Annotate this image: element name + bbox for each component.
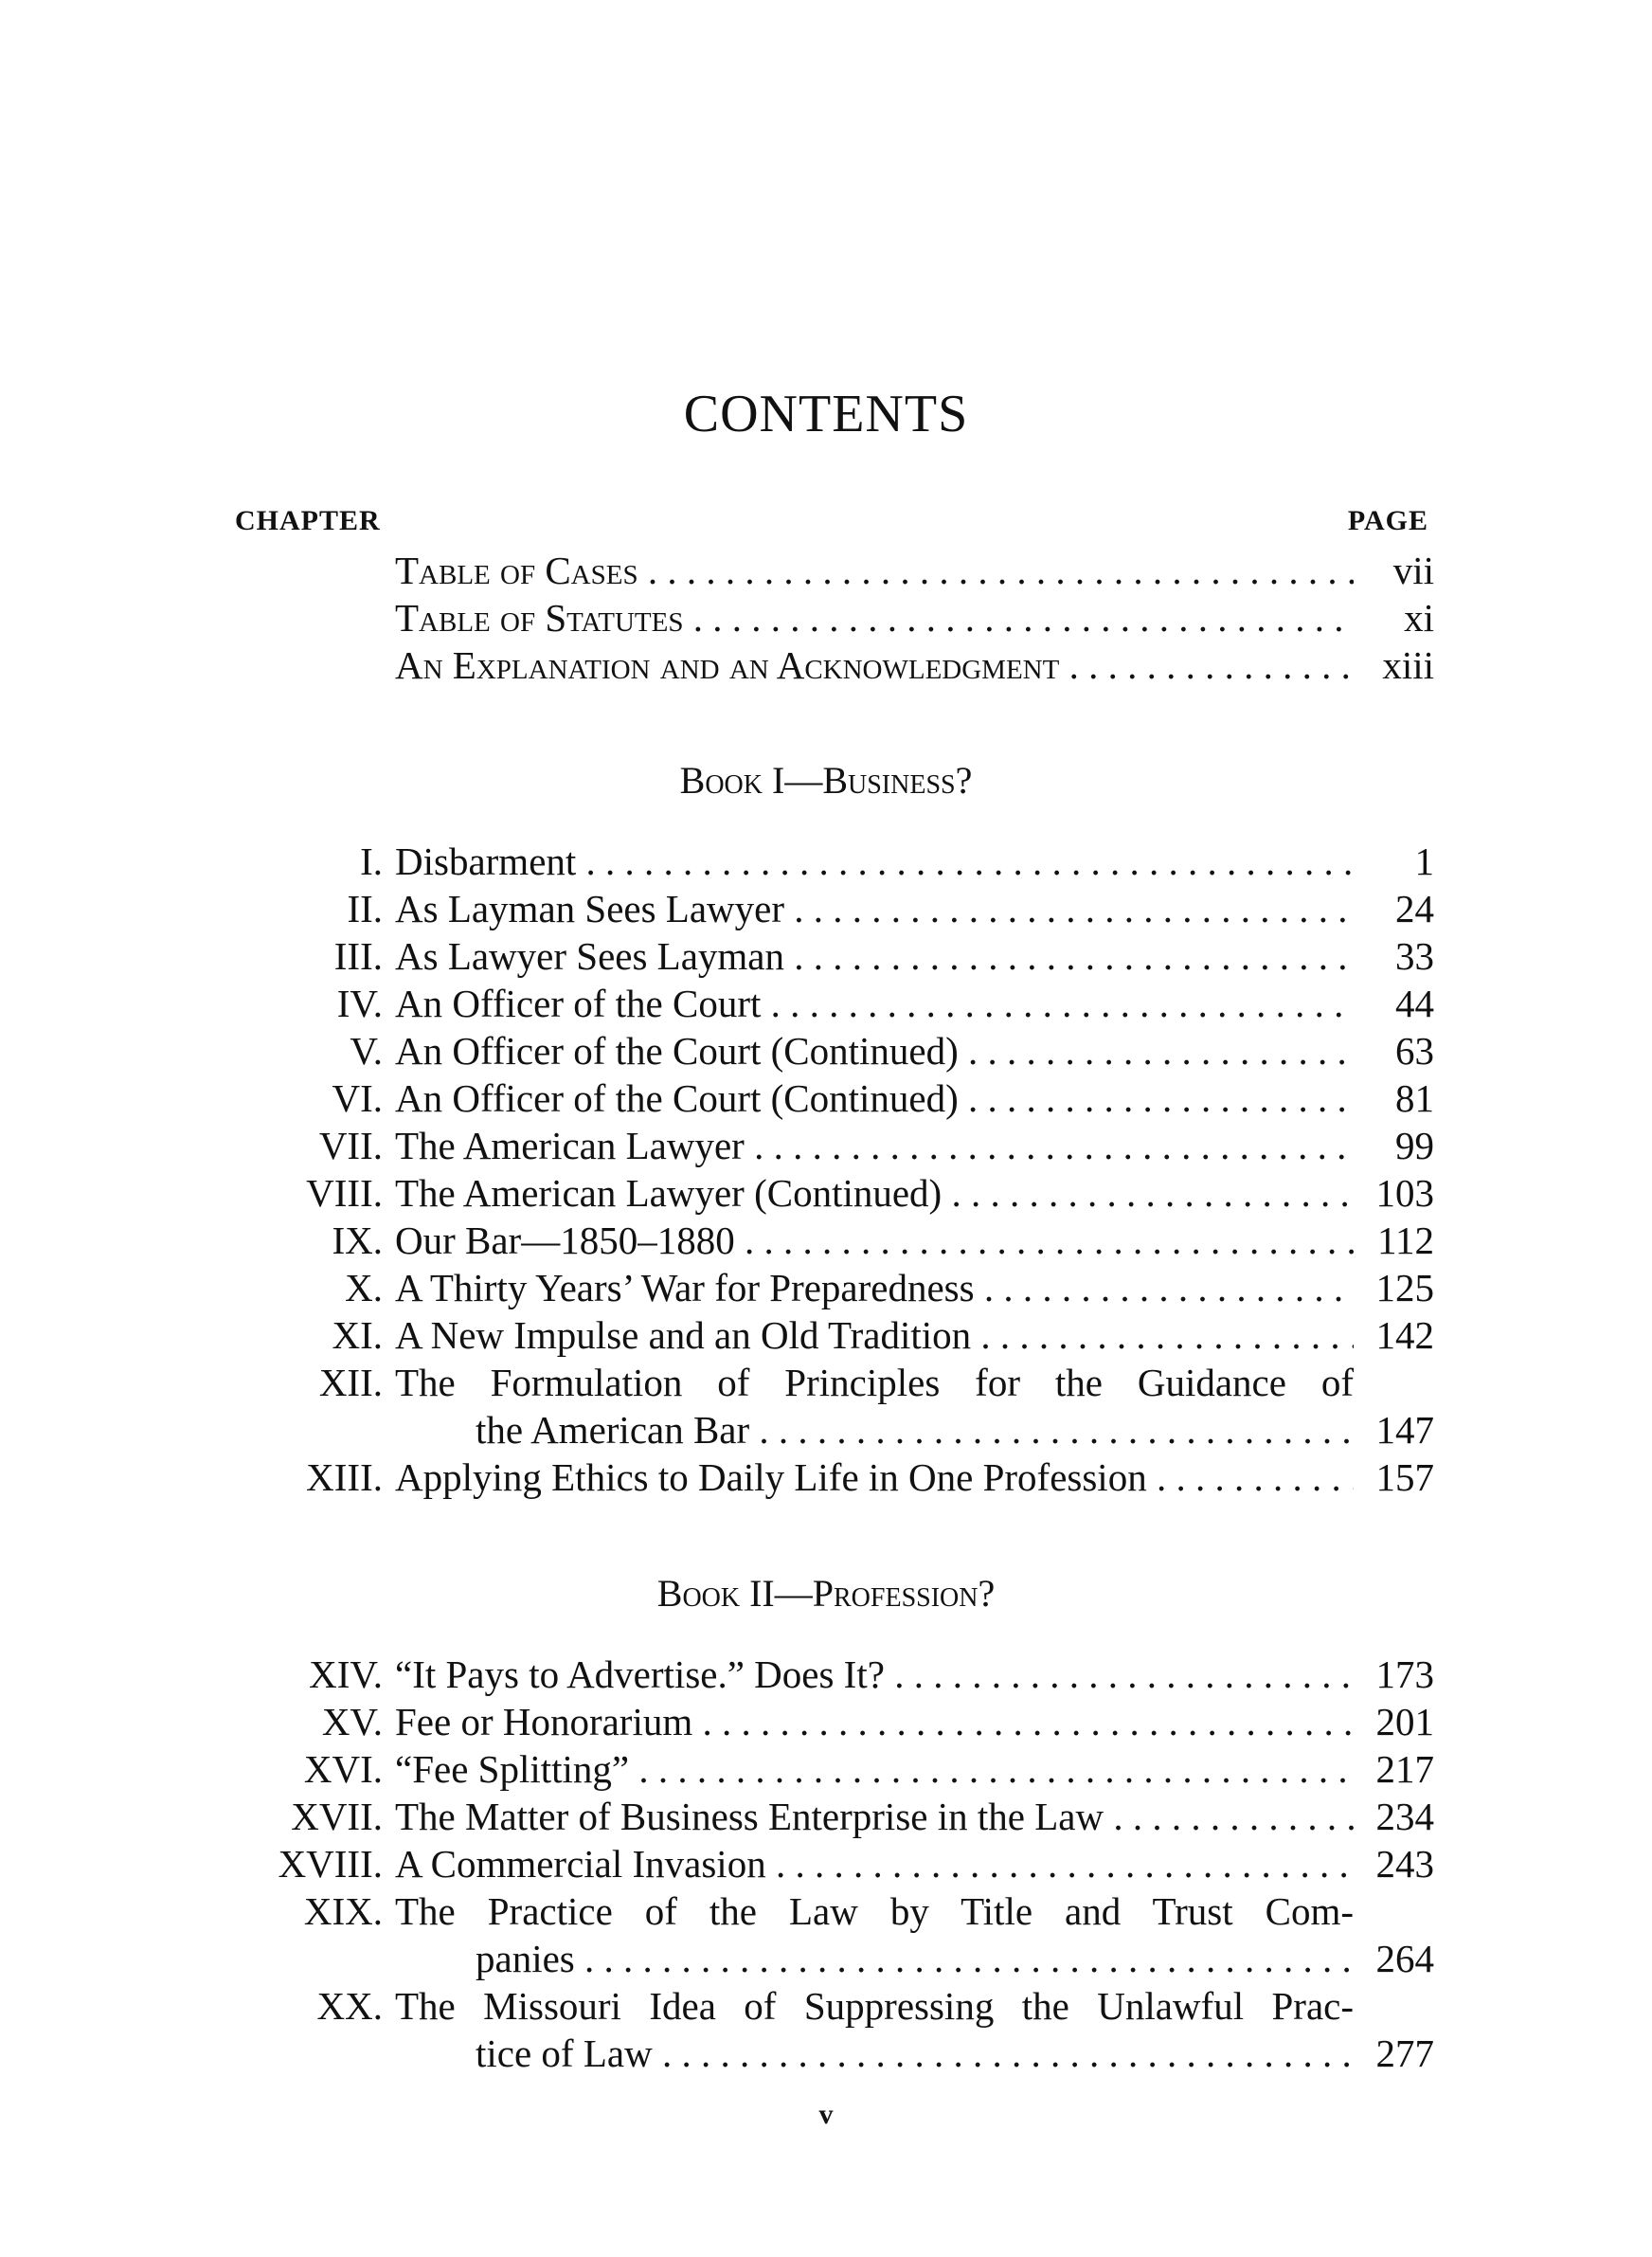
book-heading: Book I—Business? — [679, 759, 973, 802]
chapter-title-continued: panies . . . — [476, 1936, 1354, 1981]
chapter-title: The Formulation of Principles for the Guidance of — [395, 1361, 1354, 1404]
chapter-row[interactable] — [0, 839, 1652, 888]
chapter-title-continued: the American Bar . . . — [476, 1407, 1354, 1453]
chapter-number: VIII. — [306, 1171, 383, 1215]
chapter-title: A Thirty Years’ War for Preparedness . . . — [395, 1265, 1354, 1310]
chapter-row[interactable] — [0, 1028, 1652, 1077]
chapter-row[interactable] — [0, 1983, 1652, 2032]
chapter-page: 234 — [1375, 1795, 1434, 1838]
chapter-page: 24 — [1395, 887, 1434, 930]
chapter-number: XV. — [321, 1700, 383, 1743]
chapter-page: 147 — [1375, 1408, 1434, 1452]
page-folio: v — [818, 2099, 834, 2130]
chapter-number: XVII. — [291, 1795, 383, 1838]
chapter-number: II. — [347, 887, 383, 930]
chapter-page: 1 — [1414, 840, 1434, 883]
chapter-title: A Commercial Invasion . . . — [395, 1841, 1354, 1887]
chapter-page: 173 — [1375, 1652, 1434, 1696]
chapter-page: 63 — [1395, 1029, 1434, 1073]
chapter-number: XIII. — [306, 1455, 383, 1499]
chapter-number: VII. — [318, 1124, 383, 1167]
chapter-number: IV. — [336, 982, 383, 1025]
chapter-title: A New Impulse and an Old Tradition . . . — [395, 1312, 1354, 1358]
chapter-page: 33 — [1395, 934, 1434, 978]
chapter-row[interactable] — [0, 1746, 1652, 1796]
chapter-title: The Missouri Idea of Suppressing the Unlawful Prac- — [395, 1984, 1354, 2028]
chapter-row[interactable] — [0, 1454, 1652, 1504]
chapter-title: “Fee Splitting” . . . — [395, 1746, 1354, 1792]
chapter-title: An Officer of the Court (Continued) . . . — [395, 1075, 1354, 1121]
toc-entry[interactable] — [0, 642, 1652, 692]
chapter-row[interactable] — [0, 1123, 1652, 1172]
chapter-title: Fee or Honorarium . . . — [395, 1699, 1354, 1744]
chapter-title: The Practice of the Law by Title and Trust Com- — [395, 1889, 1354, 1933]
chapter-number: XVIII. — [278, 1842, 383, 1886]
chapter-row[interactable] — [0, 1699, 1652, 1748]
book-heading: Book II—Profession? — [656, 1572, 996, 1615]
chapter-row[interactable] — [0, 1794, 1652, 1843]
toc-entry[interactable] — [0, 595, 1652, 644]
chapter-page: 157 — [1375, 1455, 1434, 1499]
chapter-page: 142 — [1375, 1313, 1434, 1357]
chapter-title-continued: tice of Law . . . — [476, 2031, 1354, 2076]
chapter-row[interactable] — [0, 1360, 1652, 1409]
chapter-title: Our Bar—1850–1880 . . . — [395, 1218, 1354, 1263]
chapter-row-continuation[interactable] — [0, 2031, 1652, 2080]
chapter-column-label: CHAPTER — [235, 505, 381, 536]
chapter-row[interactable] — [0, 981, 1652, 1030]
chapter-title: An Officer of the Court (Continued) . . . — [395, 1028, 1354, 1074]
chapter-title: “It Pays to Advertise.” Does It? . . . — [395, 1652, 1354, 1697]
toc-entry-page: vii — [1392, 549, 1434, 592]
chapter-number: XI. — [332, 1313, 383, 1357]
chapter-row[interactable] — [0, 1312, 1652, 1362]
chapter-row[interactable] — [0, 1888, 1652, 1938]
chapter-title: As Layman Sees Lawyer . . . — [395, 886, 1354, 931]
chapter-page: 217 — [1375, 1747, 1434, 1791]
toc-entry[interactable] — [0, 548, 1652, 597]
chapter-row[interactable] — [0, 1075, 1652, 1125]
chapter-number: XIV. — [309, 1652, 383, 1696]
chapter-row-continuation[interactable] — [0, 1407, 1652, 1456]
toc-entry-title: Table of Cases . . . — [395, 548, 1354, 593]
chapter-row-continuation[interactable] — [0, 1936, 1652, 1985]
chapter-number: VI. — [332, 1076, 383, 1120]
chapter-title: An Officer of the Court . . . — [395, 981, 1354, 1026]
chapter-number: IX. — [332, 1219, 383, 1262]
chapter-page: 277 — [1375, 2031, 1434, 2075]
toc-entry-title: An Explanation and an Acknowledgment . . . — [395, 642, 1354, 688]
chapter-title: The American Lawyer (Continued) . . . — [395, 1170, 1354, 1216]
chapter-row[interactable] — [0, 1218, 1652, 1267]
chapter-title: Disbarment . . . — [395, 839, 1354, 884]
chapter-page: 81 — [1395, 1076, 1434, 1120]
toc-entry-page: xiii — [1382, 643, 1434, 687]
chapter-page: 201 — [1375, 1700, 1434, 1743]
chapter-number: I. — [360, 840, 383, 883]
chapter-row[interactable] — [0, 1841, 1652, 1890]
chapter-number: III. — [333, 934, 383, 978]
toc-entry-page: xi — [1404, 596, 1434, 640]
chapter-row[interactable] — [0, 933, 1652, 983]
toc-entry-title: Table of Statutes . . . — [395, 595, 1354, 641]
chapter-row[interactable] — [0, 1652, 1652, 1701]
chapter-number: XIX. — [303, 1889, 383, 1933]
chapter-title: Applying Ethics to Daily Life in One Profession . . . — [395, 1454, 1354, 1500]
chapter-title: As Lawyer Sees Layman . . . — [395, 933, 1354, 979]
page-title: CONTENTS — [683, 385, 969, 443]
chapter-page: 243 — [1375, 1842, 1434, 1886]
chapter-page: 112 — [1377, 1219, 1434, 1262]
chapter-number: XII. — [318, 1361, 383, 1404]
chapter-page: 103 — [1375, 1171, 1434, 1215]
chapter-page: 125 — [1375, 1266, 1434, 1309]
chapter-row[interactable] — [0, 1265, 1652, 1314]
chapter-number: X. — [345, 1266, 383, 1309]
chapter-number: V. — [350, 1029, 383, 1073]
chapter-row[interactable] — [0, 886, 1652, 935]
page-column-label: PAGE — [1347, 505, 1428, 536]
chapter-page: 44 — [1395, 982, 1434, 1025]
chapter-page: 264 — [1375, 1937, 1434, 1980]
chapter-number: XVI. — [303, 1747, 383, 1791]
chapter-title: The Matter of Business Enterprise in the Law . . . — [395, 1794, 1354, 1839]
chapter-title: The American Lawyer . . . — [395, 1123, 1354, 1168]
chapter-number: XX. — [316, 1984, 383, 2028]
chapter-page: 99 — [1395, 1124, 1434, 1167]
chapter-row[interactable] — [0, 1170, 1652, 1219]
